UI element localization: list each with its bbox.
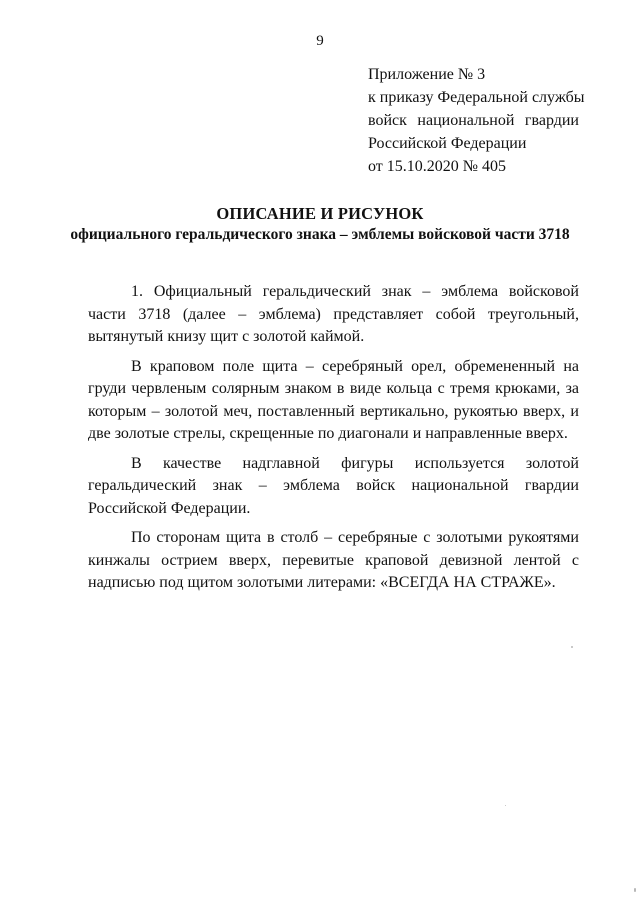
appendix-service-name: войск национальной гвардии (368, 112, 579, 129)
document-body (88, 281, 579, 602)
paragraph-2: В краповом поле щита – серебряный орел, обремененный на груди червленым солярным знаком в виде кольца с тремя крюками, за которым – золотой меч, поставленный вертикально, рукоятью вверх, и две золотые стрелы, скрещенные по диагонали и направленные вверх. (88, 357, 579, 442)
appendix-number: Приложение № 3 (368, 66, 486, 83)
scan-speck (634, 888, 636, 892)
document-title: ОПИСАНИЕ И РИСУНОК (216, 204, 424, 223)
document-subtitle: официального геральдического знака – эмблемы войсковой части 3718 (70, 226, 570, 243)
document-title-block (60, 203, 580, 246)
appendix-order-reference: к приказу Федеральной службы (368, 89, 585, 106)
appendix-header (368, 63, 585, 178)
page-number: 9 (316, 33, 324, 49)
paragraph-4: По сторонам щита в столб – серебряные с золотыми рукоятями кинжалы острием вверх, перевитые краповой девизной лентой с надписью под щитом золотыми литерами: «ВСЕГДА НА СТРАЖЕ». (88, 529, 579, 591)
scan-speck (571, 646, 573, 648)
appendix-order-date: от 15.10.2020 № 405 (368, 158, 507, 175)
appendix-country: Российской Федерации (368, 135, 527, 152)
paragraph-1: 1. Официальный геральдический знак – эмблема войсковой части 3718 (далее – эмблема) представляет собой треугольный, вытянутый книзу щит с золотой каймой. (88, 283, 579, 345)
scan-speck (505, 805, 506, 806)
paragraph-3: В качестве надглавной фигуры используется золотой геральдический знак – эмблема войск национальной гвардии Российской Федерации. (88, 454, 579, 517)
